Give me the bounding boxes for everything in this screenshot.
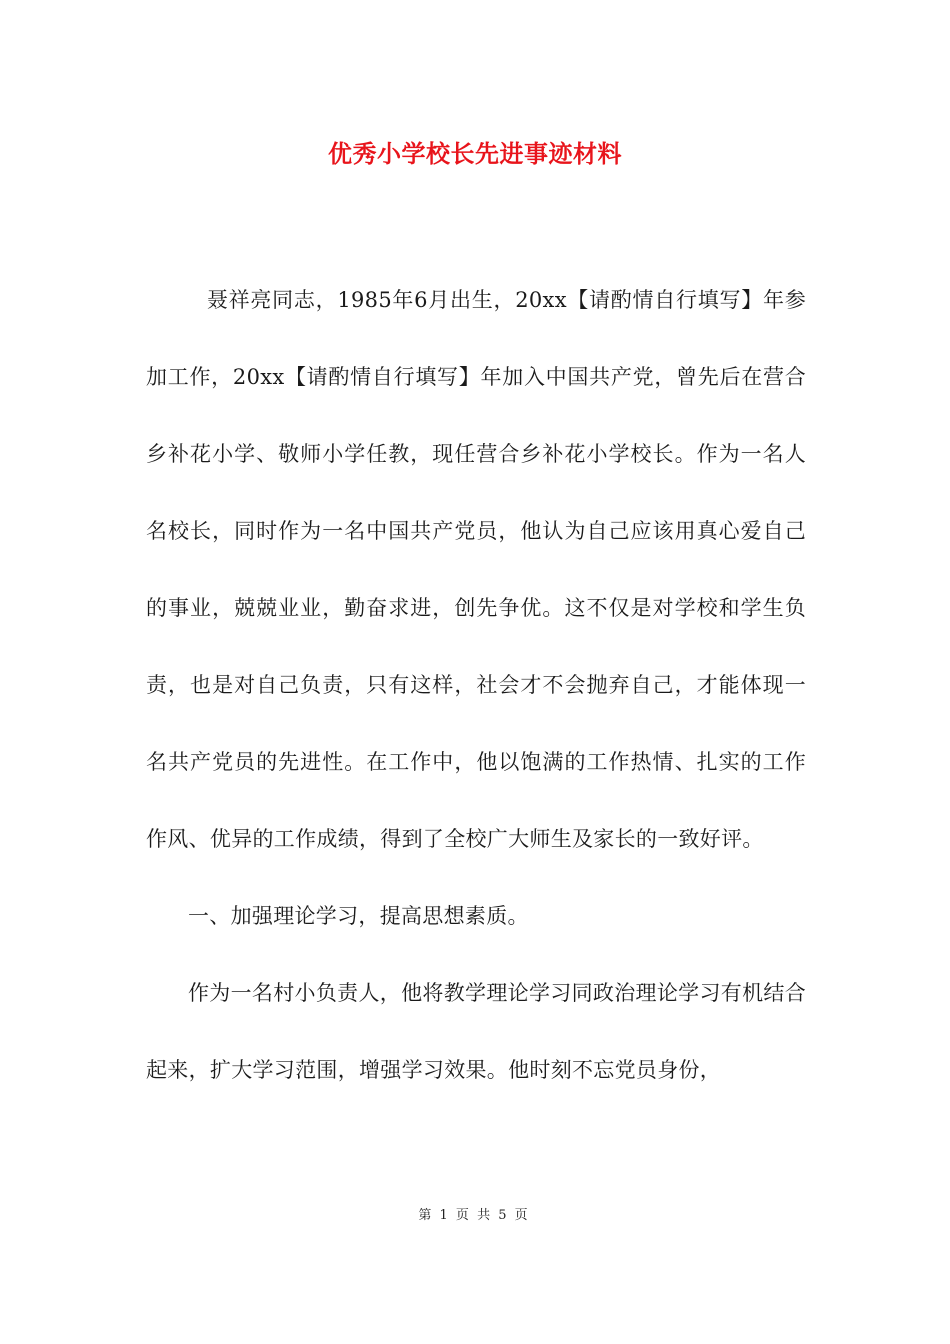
document-body [146,262,806,1109]
footer-current-page: 1 [439,1208,448,1223]
footer-prefix: 第 [418,1208,432,1223]
footer-page-word: 页 [455,1208,469,1223]
footer-total-pages: 5 [498,1208,507,1223]
paragraph-section-1: 作为一名村小负责人，他将教学理论学习同政治理论学习有机结合起来，扩大学习范围，增强学习效果。他时刻不忘党员身份， [146,981,806,1082]
page-footer [0,1207,950,1225]
document-title: 优秀小学校长先进事迹材料 [328,139,622,168]
paragraph-intro: 聂祥亮同志，1985年6月出生，20xx【请酌情自行填写】年参加工作，20xx【请酌情自行填写】年加入中国共产党，曾先后在营合乡补花小学、敬师小学任教，现任营合乡补花小学校长。作为一名人名校长，同时作为一名中国共产党员，他认为自己应该用真心爱自己的事业，兢兢业业，勤奋求进，创先争优。这不仅是对学校和学生负责，也是对自己负责，只有这样，社会才不会抛弃自己，才能体现一名共产党员的先进性。在工作中，他以饱满的工作热情、扎实的工作作风、优异的工作成绩，得到了全校广大师生及家长的一致好评。 [146,288,806,851]
section-heading-1: 一、加强理论学习，提高思想素质。 [188,904,529,928]
footer-total-prefix: 共 [477,1208,491,1223]
footer-suffix: 页 [514,1208,528,1223]
